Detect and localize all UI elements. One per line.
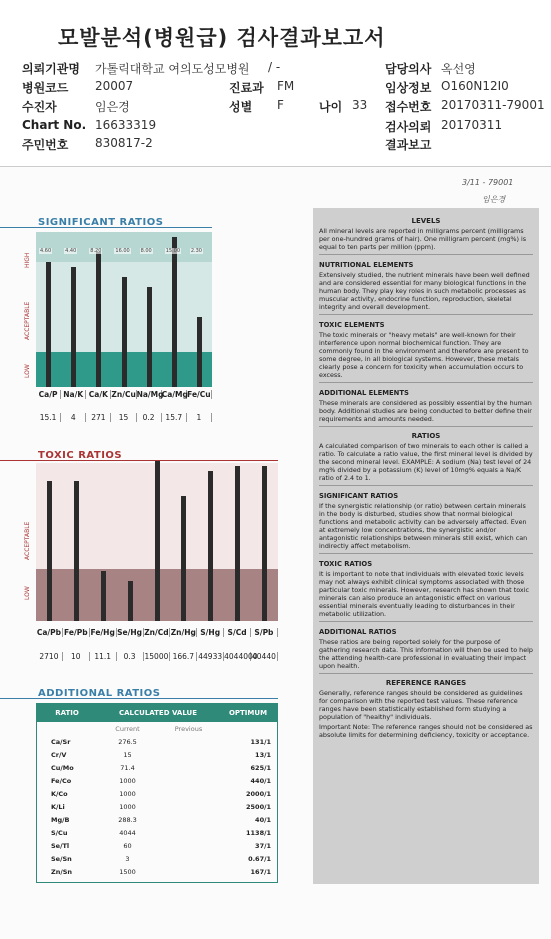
additional-optimum-2: 625/1 (250, 763, 271, 772)
chart-value: 16633319 (95, 118, 157, 132)
org-value: 가톨릭대학교 여의도성모병원 (95, 62, 250, 76)
toxic-value-6: 44933 (197, 652, 224, 661)
additional-ratios-heading: ADDITIONAL RATIOS (319, 628, 397, 636)
toxic-value-0: 2710 (36, 652, 63, 661)
additional-row (37, 852, 277, 865)
additional-current-1: 15 (123, 750, 132, 759)
significant-label-2: Ca/K (86, 390, 111, 399)
significant-bar-ca-p (46, 262, 51, 387)
additional-current-2: 71.4 (120, 763, 135, 772)
additional-row (37, 813, 277, 826)
additional-optimum-5: 2500/1 (246, 802, 271, 811)
doctor-value: 옥선영 (441, 62, 476, 76)
ratios-heading: RATIOS (411, 432, 441, 440)
col-optimum: OPTIMUM (228, 709, 268, 717)
additional-ratio-7: S/Cu (51, 828, 68, 837)
significant-tick-1: 4.40 (65, 248, 77, 254)
additional-row (37, 826, 277, 839)
significant-bar-na-k (71, 267, 76, 387)
significant-tick-3: 16.00 (115, 248, 130, 254)
toxic-label-1: Fe/Pb (63, 628, 90, 637)
toxic-value-5: 166.7 (170, 652, 197, 661)
significant-bar-ca-k (96, 252, 101, 387)
additional-current-7: 4044 (119, 828, 136, 837)
significant-bar-fe-cu (197, 317, 202, 387)
toxic-bar-se-hg (128, 581, 133, 621)
additional-elements-heading: ADDITIONAL ELEMENTS (319, 389, 409, 397)
tox-band-acceptable: ACCEPTABLE (24, 521, 31, 560)
additional-optimum-9: 0.67/1 (248, 854, 271, 863)
chart-label: Chart No. (22, 118, 87, 132)
additional-ratio-1: Cr/V (51, 750, 67, 759)
toxic-label-2: Fe/Hg (90, 628, 115, 637)
toxic-bar-s-pb (262, 466, 267, 621)
additional-ratio-2: Cu/Mo (51, 763, 74, 772)
toxic-bar-fe-pb (74, 481, 79, 621)
additional-optimum-1: 13/1 (255, 750, 271, 759)
additional-elements-text: These minerals are considered as possibly essential by the human body. Additional studies are being conducted to better define their requirements and amounts needed. (319, 399, 532, 423)
toxic-bar-zn-hg (181, 496, 186, 621)
request-label: 검사의뢰 (385, 120, 432, 134)
additional-row (37, 800, 277, 813)
sub-current: Current (115, 724, 140, 733)
doctor-label: 담당의사 (385, 62, 432, 76)
toxic-label-8: S/Pb (251, 628, 278, 637)
sex-value: F (277, 98, 284, 112)
reference-text: Generally, reference ranges should be considered as guidelines for comparison with the reported test values. These reference ranges have been statistically established form studying a population of "healthy" individuals. (319, 689, 523, 721)
additional-ratio-10: Zn/Sn (51, 867, 73, 876)
significant-high-band (36, 232, 212, 262)
nutritional-heading: NUTRITIONAL ELEMENTS (319, 261, 414, 269)
toxic-ratios-text: It is important to note that individuals with elevated toxic levels may not always exhibit clinical symptoms associated with those particular toxic minerals. However, research has shown that toxic minerals can also produce an antagonistic effect on various essential minerals eventually leading to disturbances in their metabolic utilization. (319, 570, 529, 618)
significant-value-0: 15.1 (36, 413, 61, 422)
info-panel (313, 208, 539, 884)
toxic-ratios-heading: TOXIC RATIOS (319, 560, 373, 568)
reference-heading: REFERENCE RANGES (385, 679, 467, 687)
toxic-bar-zn-cd (155, 461, 160, 621)
toxic-bar-s-hg (208, 471, 213, 621)
additional-row (37, 774, 277, 787)
additional-ratio-0: Ca/Sr (51, 737, 71, 746)
additional-current-10: 1500 (119, 867, 136, 876)
result-label: 결과보고 (385, 138, 432, 152)
significant-bar-zn-cu (122, 277, 127, 387)
additional-optimum-8: 37/1 (255, 841, 271, 850)
toxic-label-3: Se/Hg (117, 628, 142, 637)
additional-ratio-4: K/Co (51, 789, 68, 798)
significant-value-2: 271 (86, 413, 111, 422)
significant-value-5: 15.7 (162, 413, 187, 422)
sub-previous: Previous (174, 724, 203, 733)
reference-note: Important Note: The reference ranges should not be considered as absolute limits for determining deficiency, toxicity or acceptance. (319, 723, 533, 739)
significant-label-0: Ca/P (36, 390, 61, 399)
additional-ratio-9: Se/Sn (51, 854, 72, 863)
significant-tick-2: 8.20 (90, 248, 102, 254)
toxic-value-8: 40440 (251, 652, 278, 661)
significant-tick-5: 15.00 (165, 248, 181, 254)
additional-row (37, 735, 277, 748)
rrn-label: 주민번호 (22, 138, 69, 152)
significant-bar-ca-mg (172, 237, 177, 387)
significant-ratios-heading: SIGNIFICANT RATIOS (319, 492, 399, 500)
additional-row (37, 761, 277, 774)
col-calc: CALCULATED VALUE (118, 709, 197, 717)
age-label: 나이 (319, 100, 343, 114)
additional-ratios-text: These ratios are being reported solely for the purpose of gathering research data. This information will then be used to help the attending health-care professional in evaluating their impact upon health. (319, 638, 533, 670)
additional-current-0: 276.5 (118, 737, 137, 746)
significant-tick-6: 2.30 (190, 248, 202, 254)
significant-bar-na-mg (147, 287, 152, 387)
toxic-value-1: 10 (63, 652, 90, 661)
toxic-label-5: Zn/Hg (170, 628, 196, 637)
significant-tick-0: 4.60 (40, 248, 52, 254)
additional-current-9: 3 (125, 854, 130, 863)
additional-ratio-3: Fe/Co (51, 776, 72, 785)
toxic-label-0: Ca/Pb (36, 628, 62, 637)
age-value: 33 (352, 98, 368, 112)
significant-label-4: Na/Mg (136, 390, 164, 399)
significant-value-1: 4 (61, 413, 86, 422)
org-suffix: / - (268, 60, 281, 74)
sig-band-acceptable: ACCEPTABLE (24, 301, 31, 340)
significant-label-5: Ca/Mg (161, 390, 188, 399)
code-value: 20007 (95, 79, 134, 93)
additional-optimum-4: 2000/1 (246, 789, 271, 798)
significant-value-6: 1 (187, 413, 212, 422)
additional-ratio-8: Se/Tl (51, 841, 70, 850)
receipt-label: 접수번호 (385, 100, 432, 114)
additional-ratio-5: K/Li (51, 802, 65, 811)
tox-band-low: LOW (24, 586, 31, 600)
clinic-label: 임상정보 (385, 81, 432, 95)
additional-current-5: 1000 (119, 802, 136, 811)
nutritional-text: Extensively studied, the nutrient minerals have been well defined and are considered essential for many biological functions in the human body. They play key roles in such metabolic processes as muscular activity, endocrine function, reproduction, skeletal integrity and overall development. (319, 271, 530, 311)
additional-row (37, 748, 277, 761)
toxic-value-7: 4044000 (224, 652, 258, 661)
additional-optimum-6: 40/1 (255, 815, 271, 824)
handwriting-line1: 3/11 - 79001 (462, 178, 514, 187)
request-value: 20170311 (441, 118, 503, 132)
significant-label-3: Zn/Cu (111, 390, 136, 399)
org-label: 의뢰기관명 (22, 62, 80, 76)
report-header (0, 56, 551, 156)
toxic-bar-ca-pb (47, 481, 52, 621)
toxic-label-7: S/Cd (224, 628, 251, 637)
additional-title: ADDITIONAL RATIOS (38, 688, 161, 699)
significant-value-3: 15 (111, 413, 136, 422)
dept-label: 진료과 (229, 81, 264, 95)
additional-optimum-10: 167/1 (250, 867, 271, 876)
receipt-value: 20170311-79001 (441, 98, 545, 112)
significant-label-1: Na/K (61, 390, 86, 399)
toxic-title: TOXIC RATIOS (38, 450, 123, 461)
additional-table (36, 703, 278, 883)
patient-label: 수진자 (22, 100, 57, 114)
report-title: 모발분석(병원급) 검사결과보고서 (58, 26, 386, 50)
levels-heading: LEVELS (411, 217, 441, 225)
significant-value-4: 0.2 (137, 413, 162, 422)
toxic-bar-fe-hg (101, 571, 106, 621)
toxic-value-4: 15000 (144, 652, 171, 661)
significant-title: SIGNIFICANT RATIOS (38, 217, 164, 228)
levels-text: All mineral levels are reported in milligrams percent (milligrams per one-hundred grams of hair). One milligram percent (mg%) is equal to ten parts per million (ppm). (319, 227, 527, 251)
handwriting-line2: 임은경 (482, 195, 506, 204)
additional-row (37, 839, 277, 852)
rrn-value: 830817-2 (95, 136, 153, 150)
sig-band-high: HIGH (24, 252, 31, 268)
toxic-label-4: Zn/Cd (144, 628, 169, 637)
toxic-label-6: S/Hg (197, 628, 224, 637)
significant-tick-4: 8.00 (140, 248, 152, 254)
col-ratio: RATIO (55, 709, 79, 717)
additional-row (37, 865, 277, 878)
additional-ratio-6: Mg/B (51, 815, 70, 824)
toxic-elements-heading: TOXIC ELEMENTS (319, 321, 385, 329)
dept-value: FM (277, 79, 295, 93)
significant-ratios-text: If the synergistic relationship (or ratio) between certain minerals in the body is disturbed, studies show that normal biological functions and metabolic activity can be adversely affected. Even at extremely low concentrations, the synergistic and/or antagonistic relationships between minerals still exist, which can indirectly affect metabolism. (319, 502, 528, 550)
toxic-elements-text: The toxic minerals or "heavy metals" are well-known for their interference upon normal biochemical function. They are commonly found in the environment and therefore are present to some degree, in all biological systems. However, these metals clearly pose a concern for toxicity when accumulation occurs to excess. (319, 331, 529, 379)
additional-current-3: 1000 (119, 776, 136, 785)
additional-optimum-7: 1138/1 (246, 828, 271, 837)
patient-value: 임은경 (95, 100, 130, 114)
sex-label: 성별 (229, 100, 253, 114)
toxic-bar-s-cd (235, 466, 240, 621)
sig-band-low: LOW (24, 364, 31, 378)
toxic-value-3: 0.3 (117, 652, 144, 661)
additional-optimum-0: 131/1 (250, 737, 271, 746)
additional-current-4: 1000 (119, 789, 136, 798)
toxic-value-2: 11.1 (90, 652, 117, 661)
additional-current-8: 60 (123, 841, 132, 850)
additional-current-6: 288.3 (118, 815, 137, 824)
ratios-text: A calculated comparison of two minerals to each other is called a ratio. To calculate a ratio value, the first mineral level is divided by the second mineral level. EXAMPLE: A sodium (Na) test level of 24 mg% divided by a potassium (K) level of 10mg% equals a Na/K ratio of 2.4 to 1. (319, 442, 533, 482)
significant-label-6: Fe/Cu (187, 390, 211, 399)
clinic-value: O160N12I0 (441, 79, 509, 93)
code-label: 병원코드 (22, 81, 69, 95)
additional-row (37, 787, 277, 800)
additional-optimum-3: 440/1 (250, 776, 271, 785)
